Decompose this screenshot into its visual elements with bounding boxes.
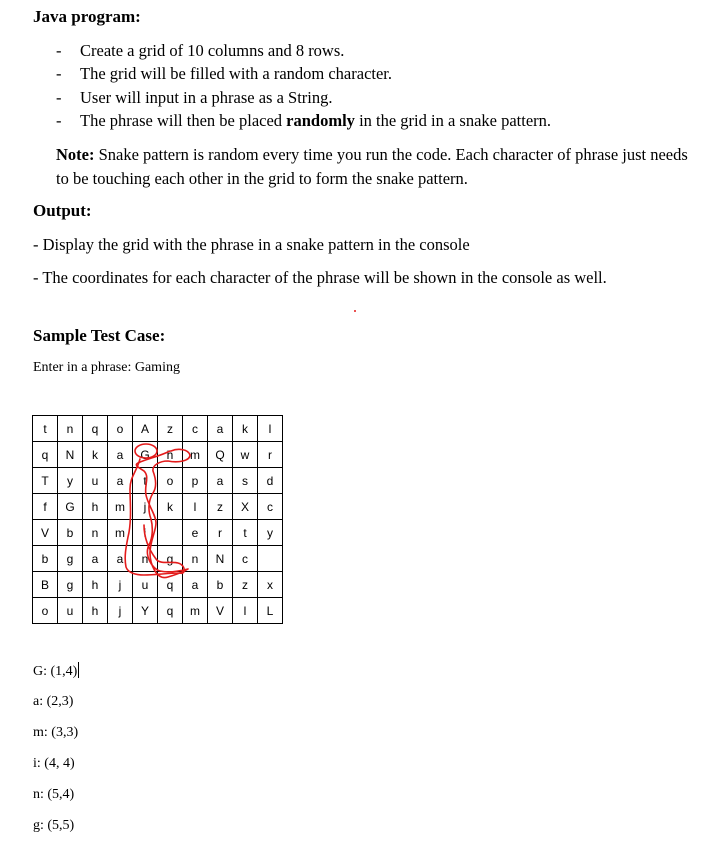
grid-cell: k: [233, 416, 258, 442]
grid-cell: o: [33, 598, 58, 624]
grid-table: [32, 415, 283, 624]
grid-cell: x: [258, 572, 283, 598]
grid-cell: z: [208, 494, 233, 520]
grid-cell: o: [158, 468, 183, 494]
grid-cell: A: [133, 416, 158, 442]
grid-cell: s: [233, 468, 258, 494]
grid-row: [33, 598, 283, 624]
grid-cell: z: [158, 416, 183, 442]
output-line-1: - Display the grid with the phrase in a snake pattern in the console: [33, 235, 470, 254]
requirement-item: [56, 62, 551, 85]
grid-cell: a: [108, 442, 133, 468]
coordinate-line: [33, 662, 79, 680]
text-cursor: [78, 662, 79, 678]
grid-cell: V: [33, 520, 58, 546]
grid-cell: m: [108, 520, 133, 546]
grid-cell: a: [108, 546, 133, 572]
requirement-item: [56, 86, 551, 109]
grid-cell: b: [208, 572, 233, 598]
grid-cell: [258, 546, 283, 572]
grid-cell: X: [233, 494, 258, 520]
grid-cell: a: [108, 468, 133, 494]
grid-cell: G: [58, 494, 83, 520]
bullet-marker: -: [56, 64, 62, 84]
grid-row: [33, 520, 283, 546]
requirement-item: [56, 39, 551, 62]
grid-cell: Y: [133, 598, 158, 624]
grid-cell: g: [58, 546, 83, 572]
grid-cell: l: [233, 598, 258, 624]
output-line-2: - The coordinates for each character of the phrase will be shown in the console as well.: [33, 268, 607, 287]
grid-cell: r: [208, 520, 233, 546]
grid-row: [33, 416, 283, 442]
grid-cell: n: [133, 546, 158, 572]
coordinate-text: i: (4, 4): [33, 756, 75, 771]
grid-cell: q: [158, 572, 183, 598]
grid-cell: p: [183, 468, 208, 494]
grid-cell: n: [58, 416, 83, 442]
grid-cell: h: [158, 442, 183, 468]
grid-cell: N: [208, 546, 233, 572]
requirement-item: [56, 109, 551, 132]
grid-cell: j: [133, 494, 158, 520]
grid-row: [33, 572, 283, 598]
grid-cell: a: [83, 546, 108, 572]
requirements-list: [56, 39, 551, 132]
grid-cell: n: [83, 520, 108, 546]
bullet-marker: -: [56, 87, 62, 107]
grid-cell: q: [83, 416, 108, 442]
grid-cell: j: [108, 572, 133, 598]
grid-row: [33, 442, 283, 468]
grid-cell: y: [58, 468, 83, 494]
grid-cell: m: [183, 442, 208, 468]
grid-cell: u: [83, 468, 108, 494]
requirement-text-bold: randomly: [286, 110, 355, 130]
grid-cell: c: [258, 494, 283, 520]
grid-cell: B: [33, 572, 58, 598]
coordinate-text: G: (1,4): [33, 664, 78, 679]
requirement-text-before: The phrase will then be placed: [80, 110, 287, 130]
requirement-text: User will input in a phrase as a String.: [80, 87, 333, 107]
grid-cell: t: [33, 416, 58, 442]
grid-cell: l: [183, 494, 208, 520]
grid-row: [33, 546, 283, 572]
grid-cell: h: [83, 494, 108, 520]
grid-cell: n: [183, 546, 208, 572]
requirement-text-after: in the grid in a snake pattern.: [354, 110, 552, 130]
grid-cell: [158, 520, 183, 546]
grid-cell: c: [233, 546, 258, 572]
grid-cell: z: [233, 572, 258, 598]
grid-cell: m: [108, 494, 133, 520]
grid-cell: u: [133, 572, 158, 598]
bullet-marker: -: [56, 41, 62, 60]
output-heading: Output:: [33, 201, 92, 220]
grid-cell: i: [133, 520, 158, 546]
grid-cell: l: [258, 416, 283, 442]
grid-cell: Q: [208, 442, 233, 468]
sample-prompt: Enter in a phrase: Gaming: [33, 360, 180, 375]
note-paragraph: [56, 143, 696, 191]
grid-cell: f: [33, 494, 58, 520]
grid-cell: c: [183, 416, 208, 442]
grid-row: [33, 494, 283, 520]
grid-cell: G: [133, 442, 158, 468]
grid-cell: h: [83, 572, 108, 598]
grid-cell: g: [158, 546, 183, 572]
red-dot-mark: [354, 310, 356, 312]
grid-cell: r: [258, 442, 283, 468]
coordinate-text: m: (3,3): [33, 725, 79, 740]
sample-heading: Sample Test Case:: [33, 326, 166, 345]
grid-cell: d: [258, 468, 283, 494]
letter-grid: [32, 415, 283, 624]
grid-cell: k: [158, 494, 183, 520]
bullet-marker: -: [56, 110, 62, 130]
grid-cell: e: [183, 520, 208, 546]
coordinate-text: n: (5,4): [33, 787, 75, 802]
grid-cell: m: [183, 598, 208, 624]
grid-cell: t: [233, 520, 258, 546]
grid-cell: g: [58, 572, 83, 598]
grid-cell: h: [83, 598, 108, 624]
grid-cell: a: [208, 468, 233, 494]
grid-cell: b: [58, 520, 83, 546]
grid-cell: q: [158, 598, 183, 624]
note-label: Note:: [56, 145, 95, 164]
grid-row: [33, 468, 283, 494]
title: Java program:: [33, 7, 141, 26]
grid-cell: b: [33, 546, 58, 572]
requirement-text: The grid will be filled with a random character.: [80, 64, 393, 84]
grid-cell: a: [183, 572, 208, 598]
grid-cell: u: [58, 598, 83, 624]
grid-cell: o: [108, 416, 133, 442]
grid-cell: k: [83, 442, 108, 468]
grid-cell: j: [108, 598, 133, 624]
grid-cell: q: [33, 442, 58, 468]
grid-cell: t: [133, 468, 158, 494]
grid-cell: N: [58, 442, 83, 468]
grid-cell: T: [33, 468, 58, 494]
grid-cell: L: [258, 598, 283, 624]
grid-cell: y: [258, 520, 283, 546]
grid-cell: a: [208, 416, 233, 442]
coordinate-text: g: (5,5): [33, 818, 75, 833]
coordinate-text: a: (2,3): [33, 694, 74, 709]
grid-cell: w: [233, 442, 258, 468]
requirement-text: Create a grid of 10 columns and 8 rows.: [80, 41, 345, 60]
grid-cell: V: [208, 598, 233, 624]
note-text: Snake pattern is random every time you run the code. Each character of phrase just needs to be touching each other in the grid to form the snake pattern.: [56, 145, 688, 188]
